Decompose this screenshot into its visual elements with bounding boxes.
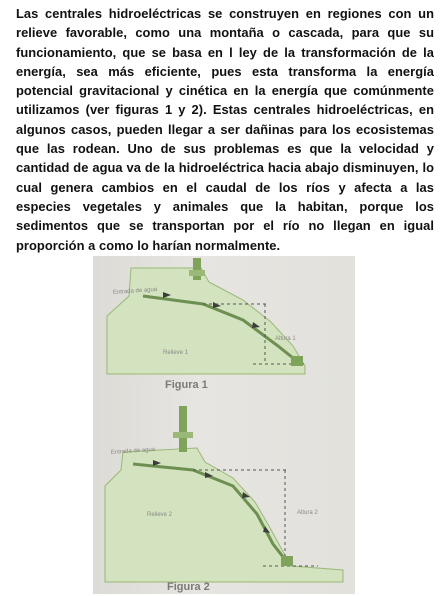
- figure-2-turbine: [281, 556, 293, 566]
- figure-1: [107, 258, 305, 391]
- figure-2-caption: Figura 2: [167, 581, 210, 593]
- figure-1-caption: Figura 1: [165, 379, 208, 391]
- figure-1-inlet-label: Entrada de agua: [112, 286, 158, 296]
- figure-2-relief-label: Relieve 2: [147, 512, 173, 518]
- figure-2-tower: [179, 406, 187, 452]
- figure-2-height-label: Altura 2: [297, 510, 318, 516]
- figure-1-turbine: [291, 356, 303, 366]
- figure-1-relief-label: Relieve 1: [163, 350, 189, 356]
- figures-photo: [93, 256, 355, 594]
- figure-2-inlet-label: Entrada de agua: [110, 446, 156, 456]
- figure-2: [105, 406, 343, 593]
- figure-1-relief: [107, 268, 305, 374]
- body-paragraph: Las centrales hidroeléctricas se construyen en regiones con un relieve favorable, como una montaña o cascada, para que su funcionamiento, que se basa en l ley de la transformación de la energía, sea más eficiente, pues esta transforma la energía potencial gravitacional y cinética en la energía que comúnmente utilizamos (ver figuras 1 y 2). Estas centrales hidroeléctricas, en algunos casos, pueden llegar a ser dañinas para los ecosistemas que las rodean. Uno de sus problemas es que la velocidad y cantidad de agua va de la hidroeléctrica hacia abajo disminuyen, lo cual genera cambios en el caudal de los ríos y afecta a las especies vegetales y animales que la habitan, porque los sedimentos que se transportan por el río no llegan en igual proporción a como lo harían normalmente.: [16, 6, 434, 253]
- figure-1-height-label: Altura 1: [275, 336, 296, 342]
- figure-1-tower: [193, 258, 201, 280]
- figures-svg: [93, 256, 355, 594]
